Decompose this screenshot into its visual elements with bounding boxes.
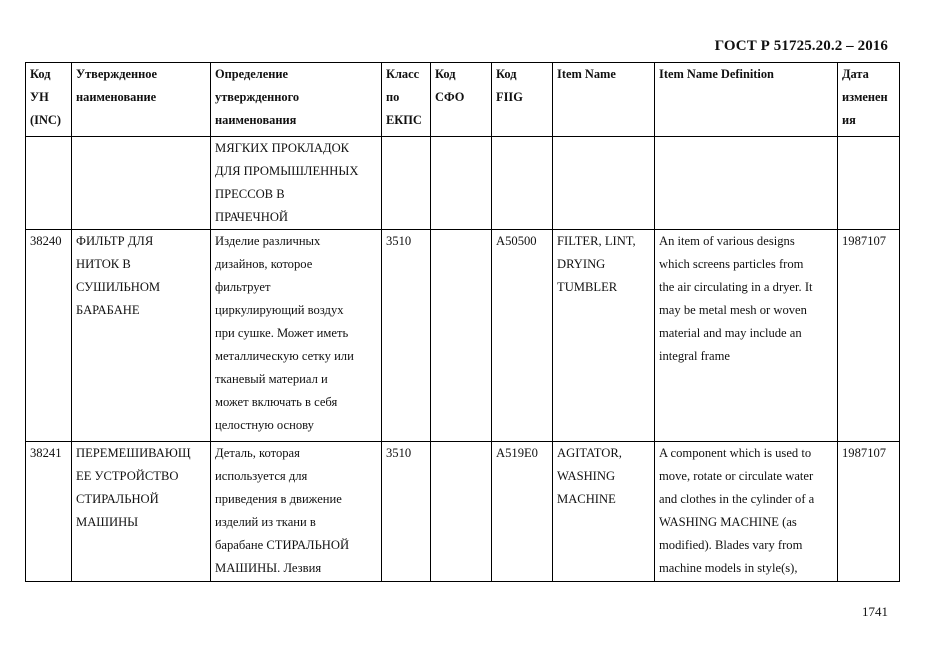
cell-text-line: барабане СТИРАЛЬНОЙ — [215, 538, 350, 552]
header-text-line: СФО — [435, 90, 465, 104]
cell-text-line: фильтрует — [215, 280, 271, 294]
sfo-code-column-header — [431, 63, 492, 137]
cell-text-line: FILTER, LINT, — [557, 234, 636, 248]
cell-text-line: 3510 — [386, 446, 412, 460]
cell-text-line: целостную основу — [215, 418, 314, 432]
cell-text-line: циркулирующий воздух — [215, 303, 344, 317]
cell-text-line: WASHING — [557, 469, 616, 483]
item-definition-cell — [655, 137, 838, 230]
cell-text-line: Изделие различных — [215, 234, 321, 248]
change-date-column-header — [838, 63, 900, 137]
sfo-code-cell — [431, 442, 492, 582]
cell-text-line: ФИЛЬТР ДЛЯ — [76, 234, 154, 248]
change-date-cell — [838, 137, 900, 230]
header-text-line: УН — [30, 90, 49, 104]
header-text-line: Item Name Definition — [659, 67, 774, 81]
inc-cell — [26, 137, 72, 230]
cell-text-line: 1987107 — [842, 234, 887, 248]
header-text-line: Код — [496, 67, 517, 81]
cell-text-line: при сушке. Может иметь — [215, 326, 349, 340]
cell-text-line: may be metal mesh or woven — [659, 303, 807, 317]
header-text-line: Определение — [215, 67, 289, 81]
cell-text-line: machine models in style(s), — [659, 561, 798, 575]
fsc-class-cell — [382, 137, 431, 230]
cell-text-line: the air circulating in a dryer. It — [659, 280, 813, 294]
cell-text-line: move, rotate or circulate water — [659, 469, 814, 483]
cell-text-line: Деталь, которая — [215, 446, 300, 460]
cell-text-line: which screens particles from — [659, 257, 804, 271]
cell-text-line: DRYING — [557, 257, 606, 271]
approved-name-cell — [72, 230, 211, 442]
item-name-cell — [553, 230, 655, 442]
header-text-line: Утвержденное — [76, 67, 157, 81]
cell-text-line: TUMBLER — [557, 280, 618, 294]
cell-text-line: 3510 — [386, 234, 412, 248]
cell-text-line: БАРАБАНЕ — [76, 303, 140, 317]
table-row — [26, 442, 900, 582]
cell-text-line: ПРЕССОВ В — [215, 187, 285, 201]
header-text-line: Item Name — [557, 67, 616, 81]
fiig-code-cell — [492, 137, 553, 230]
cell-text-line: приведения в движение — [215, 492, 342, 506]
cell-text-line: НИТОК В — [76, 257, 131, 271]
cell-text-line: может включать в себя — [215, 395, 338, 409]
cell-text-line: МАШИНЫ. Лезвия — [215, 561, 322, 575]
item-name-definition-column-header — [655, 63, 838, 137]
definition-column-header — [211, 63, 382, 137]
cell-text-line: 1987107 — [842, 446, 887, 460]
header-text-line: FIIG — [496, 90, 523, 104]
header-text-line: ия — [842, 113, 856, 127]
change-date-cell — [838, 230, 900, 442]
approved-name-cell — [72, 137, 211, 230]
cell-text-line: An item of various designs — [659, 234, 795, 248]
table-header-row — [26, 63, 900, 137]
approved-name-column-header — [72, 63, 211, 137]
definition-cell — [211, 230, 382, 442]
cell-text-line: ПЕРЕМЕШИВАЮЩ — [76, 446, 191, 460]
header-text-line: утвержденного — [215, 90, 300, 104]
cell-text-line: material and may include an — [659, 326, 802, 340]
definition-cell — [211, 442, 382, 582]
header-text-line: Код — [435, 67, 456, 81]
item-definition-cell — [655, 442, 838, 582]
nomenclature-table — [25, 62, 900, 582]
header-text-line: наименования — [215, 113, 297, 127]
cell-text-line: СТИРАЛЬНОЙ — [76, 492, 159, 506]
cell-text-line: ПРАЧЕЧНОЙ — [215, 210, 289, 224]
cell-text-line: металлическую сетку или — [215, 349, 354, 363]
header-text-line: Класс — [386, 67, 420, 81]
fiig-code-column-header — [492, 63, 553, 137]
sfo-code-cell — [431, 137, 492, 230]
cell-text-line: изделий из ткани в — [215, 515, 316, 529]
cell-text-line: ЕЕ УСТРОЙСТВО — [76, 469, 179, 483]
header-text-line: ЕКПС — [386, 113, 422, 127]
cell-text-line: МЯГКИХ ПРОКЛАДОК — [215, 141, 350, 155]
table-row — [26, 230, 900, 442]
table-row — [26, 137, 900, 230]
fsc-class-column-header — [382, 63, 431, 137]
header-text-line: изменен — [842, 90, 888, 104]
inc-column-header — [26, 63, 72, 137]
item-name-cell — [553, 442, 655, 582]
cell-text-line: MACHINE — [557, 492, 616, 506]
inc-cell — [26, 442, 72, 582]
fsc-class-cell — [382, 230, 431, 442]
cell-text-line: тканевый материал и — [215, 372, 328, 386]
cell-text-line: A519E0 — [496, 446, 538, 460]
cell-text-line: 38241 — [30, 446, 62, 460]
cell-text-line: ДЛЯ ПРОМЫШЛЕННЫХ — [215, 164, 359, 178]
change-date-cell — [838, 442, 900, 582]
page-number: 1741 — [862, 604, 888, 619]
fiig-code-cell — [492, 442, 553, 582]
item-name-cell — [553, 137, 655, 230]
cell-text-line: МАШИНЫ — [76, 515, 139, 529]
definition-cell — [211, 137, 382, 230]
item-definition-cell — [655, 230, 838, 442]
cell-text-line: modified). Blades vary from — [659, 538, 803, 552]
fsc-class-cell — [382, 442, 431, 582]
cell-text-line: integral frame — [659, 349, 730, 363]
inc-cell — [26, 230, 72, 442]
approved-name-cell — [72, 442, 211, 582]
cell-text-line: A component which is used to — [659, 446, 812, 460]
header-text-line: Код — [30, 67, 51, 81]
header-text-line: (INC) — [30, 113, 61, 127]
sfo-code-cell — [431, 230, 492, 442]
table-body — [26, 137, 900, 582]
cell-text-line: используется для — [215, 469, 308, 483]
header-text-line: Дата — [842, 67, 869, 81]
cell-text-line: and clothes in the cylinder of a — [659, 492, 815, 506]
cell-text-line: AGITATOR, — [557, 446, 622, 460]
header-text-line: по — [386, 90, 400, 104]
cell-text-line: СУШИЛЬНОМ — [76, 280, 161, 294]
cell-text-line: WASHING MACHINE (as — [659, 515, 797, 529]
header-text-line: наименование — [76, 90, 157, 104]
fiig-code-cell — [492, 230, 553, 442]
cell-text-line: A50500 — [496, 234, 537, 248]
cell-text-line: дизайнов, которое — [215, 257, 313, 271]
standard-designation: ГОСТ Р 51725.20.2 – 2016 — [714, 38, 888, 54]
cell-text-line: 38240 — [30, 234, 62, 248]
item-name-column-header — [553, 63, 655, 137]
